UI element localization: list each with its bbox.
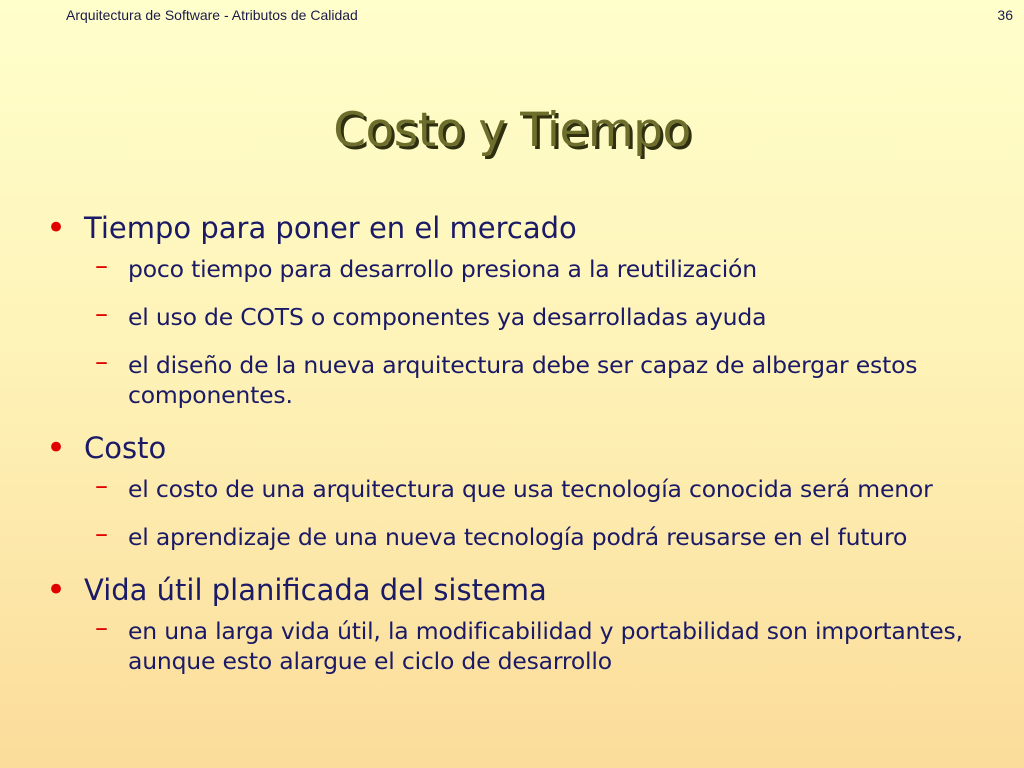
- sub-bullet-text: el diseño de la nueva arquitectura debe ser capaz de albergar estos componentes.: [128, 351, 918, 409]
- dash-icon: –: [95, 613, 108, 643]
- section-time-to-market: [0, 210, 1024, 410]
- sub-bullet-item: [0, 471, 1024, 504]
- slide-page-number: 36: [997, 7, 1013, 23]
- sub-bullet-item: [0, 613, 1024, 676]
- bullet-item: [0, 210, 1024, 246]
- bullet-icon: •: [46, 208, 67, 248]
- sub-bullet-text: poco tiempo para desarrollo presiona a la reutilización: [128, 255, 757, 283]
- dash-icon: –: [95, 519, 108, 549]
- sub-bullet-text: el aprendizaje de una nueva tecnología podrá reusarse en el futuro: [128, 523, 908, 551]
- sub-bullet-item: [0, 347, 1024, 410]
- section-planned-lifetime: [0, 572, 1024, 676]
- sub-bullet-text: en una larga vida útil, la modificabilidad y portabilidad son importantes, aunque esto alargue el ciclo de desarrollo: [128, 617, 963, 675]
- bullet-item: [0, 430, 1024, 466]
- sub-bullet-item: [0, 299, 1024, 332]
- bullet-item: [0, 572, 1024, 608]
- bullet-icon: •: [46, 570, 67, 610]
- sub-bullet-item: [0, 519, 1024, 552]
- dash-icon: –: [95, 299, 108, 329]
- bullet-text: Vida útil planificada del sistema: [84, 573, 547, 607]
- dash-icon: –: [95, 471, 108, 501]
- sub-bullet-item: [0, 251, 1024, 284]
- slide-content: [0, 210, 1024, 694]
- dash-icon: –: [95, 347, 108, 377]
- section-cost: [0, 430, 1024, 552]
- sub-bullet-text: el uso de COTS o componentes ya desarrolladas ayuda: [128, 303, 767, 331]
- slide-header-title: Arquitectura de Software - Atributos de Calidad: [66, 7, 358, 23]
- bullet-icon: •: [46, 428, 67, 468]
- bullet-text: Tiempo para poner en el mercado: [84, 211, 577, 245]
- sub-bullet-text: el costo de una arquitectura que usa tecnología conocida será menor: [128, 475, 933, 503]
- bullet-text: Costo: [84, 431, 167, 465]
- dash-icon: –: [95, 251, 108, 281]
- slide-title: Costo y Tiempo: [333, 103, 691, 158]
